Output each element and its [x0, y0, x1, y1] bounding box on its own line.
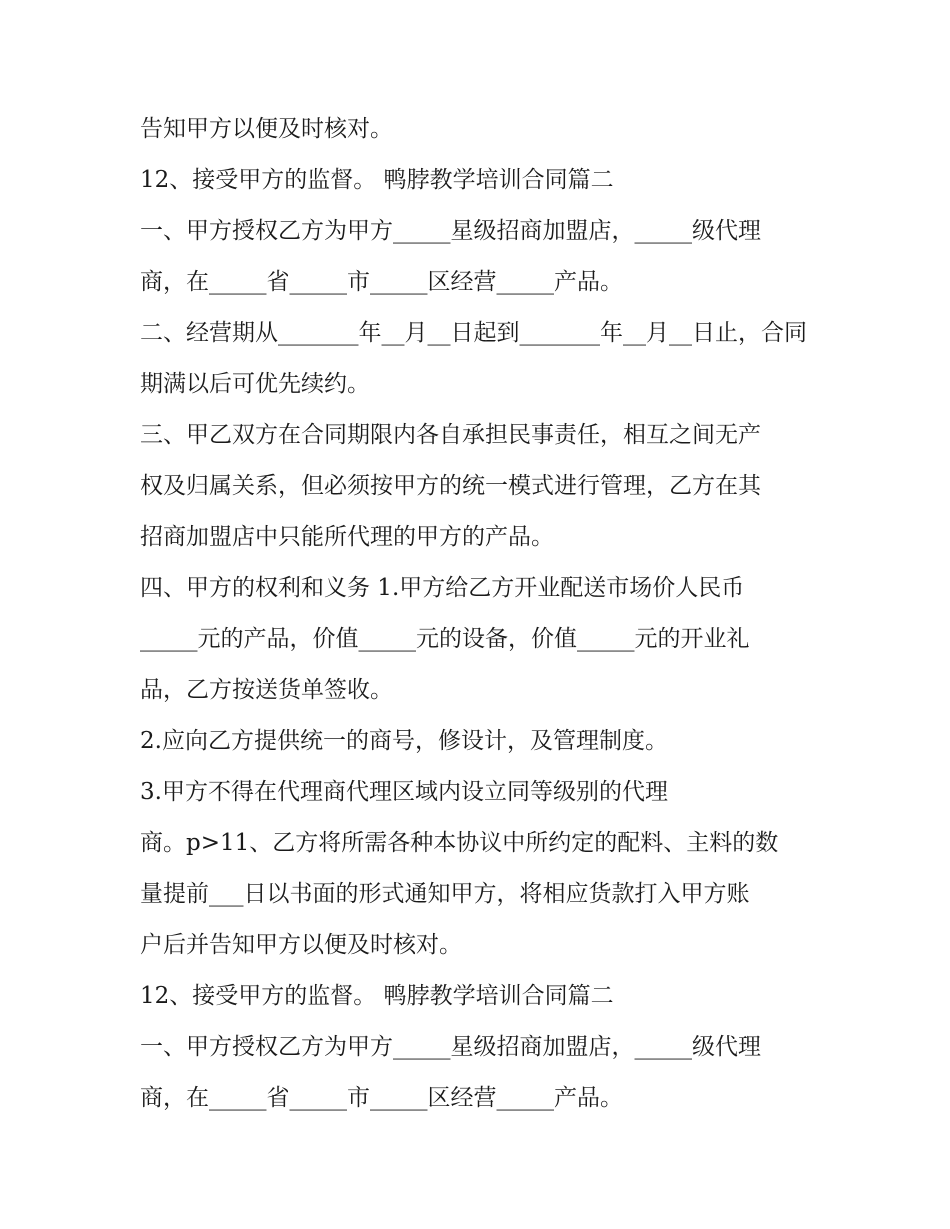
text-line: 量提前___日以书面的形式通知甲方，将相应货款打入甲方账	[140, 881, 750, 907]
text-line: _____元的产品，价值_____元的设备，价值_____元的开业礼	[140, 626, 750, 652]
text-line: 招商加盟店中只能所代理的甲方的产品。	[140, 524, 554, 550]
text-line: 一、甲方授权乙方为甲方_____星级招商加盟店，_____级代理	[140, 1034, 761, 1060]
contract-text	[140, 104, 830, 1124]
text-line: 商。p>11、乙方将所需各种本协议中所约定的配料、主料的数	[140, 830, 779, 856]
text-line: 权及归属关系，但必须按甲方的统一模式进行管理，乙方在其	[140, 473, 761, 499]
text-line: 二、经营期从_______年__月__日起到_______年__月__日止，合同	[140, 320, 807, 346]
text-line: 三、甲乙双方在合同期限内各自承担民事责任，相互之间无产	[140, 422, 761, 448]
text-line: 3.甲方不得在代理商代理区域内设立同等级别的代理	[140, 779, 668, 805]
text-line: 商，在_____省_____市_____区经营_____产品。	[140, 1085, 623, 1111]
text-line: 商，在_____省_____市_____区经营_____产品。	[140, 269, 623, 295]
text-line: 2.应向乙方提供统一的商号，修设计，及管理制度。	[140, 728, 668, 754]
text-line: 户后并告知甲方以便及时核对。	[140, 932, 462, 958]
text-line: 期满以后可优先续约。	[140, 371, 370, 397]
text-line: 12、接受甲方的监督。 鸭脖教学培训合同篇二	[140, 167, 614, 193]
text-line: 告知甲方以便及时核对。	[140, 116, 393, 142]
text-line: 四、甲方的权利和义务 1.甲方给乙方开业配送市场价人民币	[140, 575, 745, 601]
text-line: 品，乙方按送货单签收。	[140, 677, 393, 703]
text-line: 一、甲方授权乙方为甲方_____星级招商加盟店，_____级代理	[140, 218, 761, 244]
text-line: 12、接受甲方的监督。 鸭脖教学培训合同篇二	[140, 983, 614, 1009]
